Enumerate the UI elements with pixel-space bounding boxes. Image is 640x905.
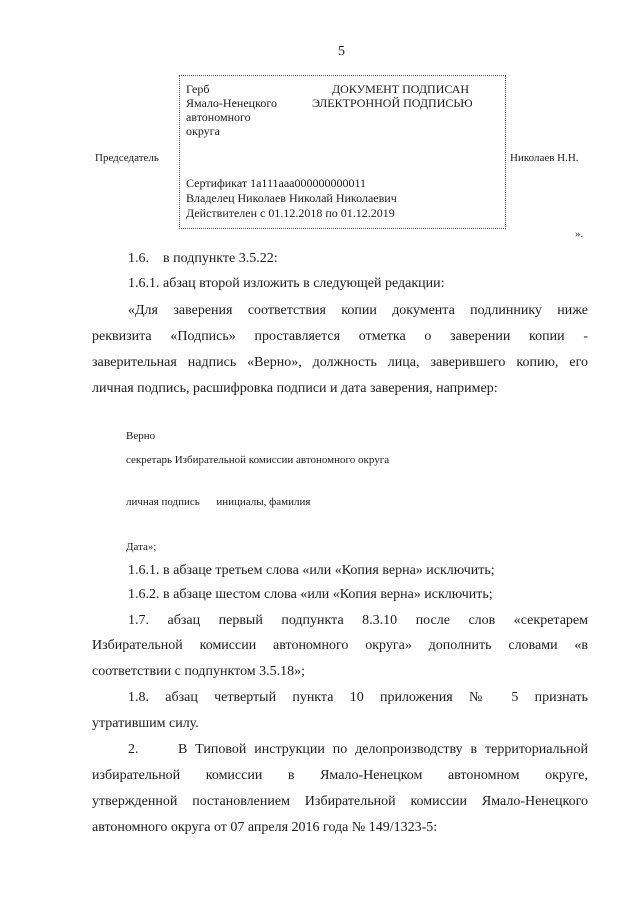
chairman-label: Председатель	[95, 152, 159, 164]
text-line: личная подпись, расшифровка подписи и дата заверения, например:	[92, 381, 498, 396]
page-number: 5	[338, 44, 345, 59]
text-line: «Для заверения соответствия копии документа подлиннику ниже	[128, 303, 588, 318]
text-line: 1.6.1. в абзаце третьем слова «или «Копия верна» исключить;	[128, 563, 495, 578]
closing-mark: ».	[575, 228, 584, 240]
chairman-name: Николаев Н.Н.	[510, 152, 579, 164]
text-line: автономного округа от 07 апреля 2016 года № 149/1323-5:	[92, 820, 438, 835]
text-line: 1.6. в подпункте 3.5.22:	[128, 251, 278, 266]
emblem-line: автономного	[186, 110, 251, 124]
text-line: 1.7. абзац первый подпункта 8.3.10 после слов «секретарем	[128, 613, 588, 628]
text-line: утратившим силу.	[92, 716, 199, 731]
emblem-line: Герб	[186, 82, 210, 96]
example-line: секретарь Избирательной комиссии автономного округа	[126, 454, 390, 466]
certificate-validity: Действителен с 01.12.2018 по 01.12.2019	[186, 206, 395, 220]
signed-subtitle: ЭЛЕКТРОННОЙ ПОДПИСЬЮ	[312, 96, 473, 110]
emblem-line: Ямало-Ненецкого	[186, 96, 277, 110]
certificate-number: Сертификат 1a111aaa000000000011	[186, 176, 367, 190]
text-line: реквизита «Подпись» проставляется отметка о заверении копии -	[92, 329, 588, 344]
text-line: 1.6.2. в абзаце шестом слова «или «Копия верна» исключить;	[128, 587, 493, 602]
text-line: 2. В Типовой инструкции по делопроизводству в территориальной	[128, 742, 588, 757]
certificate-owner: Владелец Николаев Николай Николаевич	[186, 191, 397, 205]
example-line: личная подпись инициалы, фамилия	[126, 496, 311, 508]
text-line: утвержденной постановлением Избирательной комиссии Ямало-Ненецкого	[92, 794, 588, 809]
text-line: Избирательной комиссии автономного округа» дополнить словами «в	[92, 638, 588, 653]
example-line: Дата»;	[126, 541, 157, 553]
example-line: Верно	[126, 430, 156, 442]
text-line: 1.6.1. абзац второй изложить в следующей редакции:	[128, 276, 445, 291]
signed-title: ДОКУМЕНТ ПОДПИСАН	[332, 82, 470, 96]
text-line: 1.8. абзац четвертый пункта 10 приложения № 5 признать	[128, 690, 588, 705]
text-line: избирательной комиссии в Ямало-Ненецком автономном округе,	[92, 768, 588, 783]
text-line: соответствии с подпунктом 3.5.18»;	[92, 664, 306, 679]
emblem-label	[186, 82, 277, 138]
text-line: заверительная надпись «Верно», должность лица, заверившего копию, его	[92, 355, 588, 370]
emblem-line: округа	[186, 124, 220, 138]
